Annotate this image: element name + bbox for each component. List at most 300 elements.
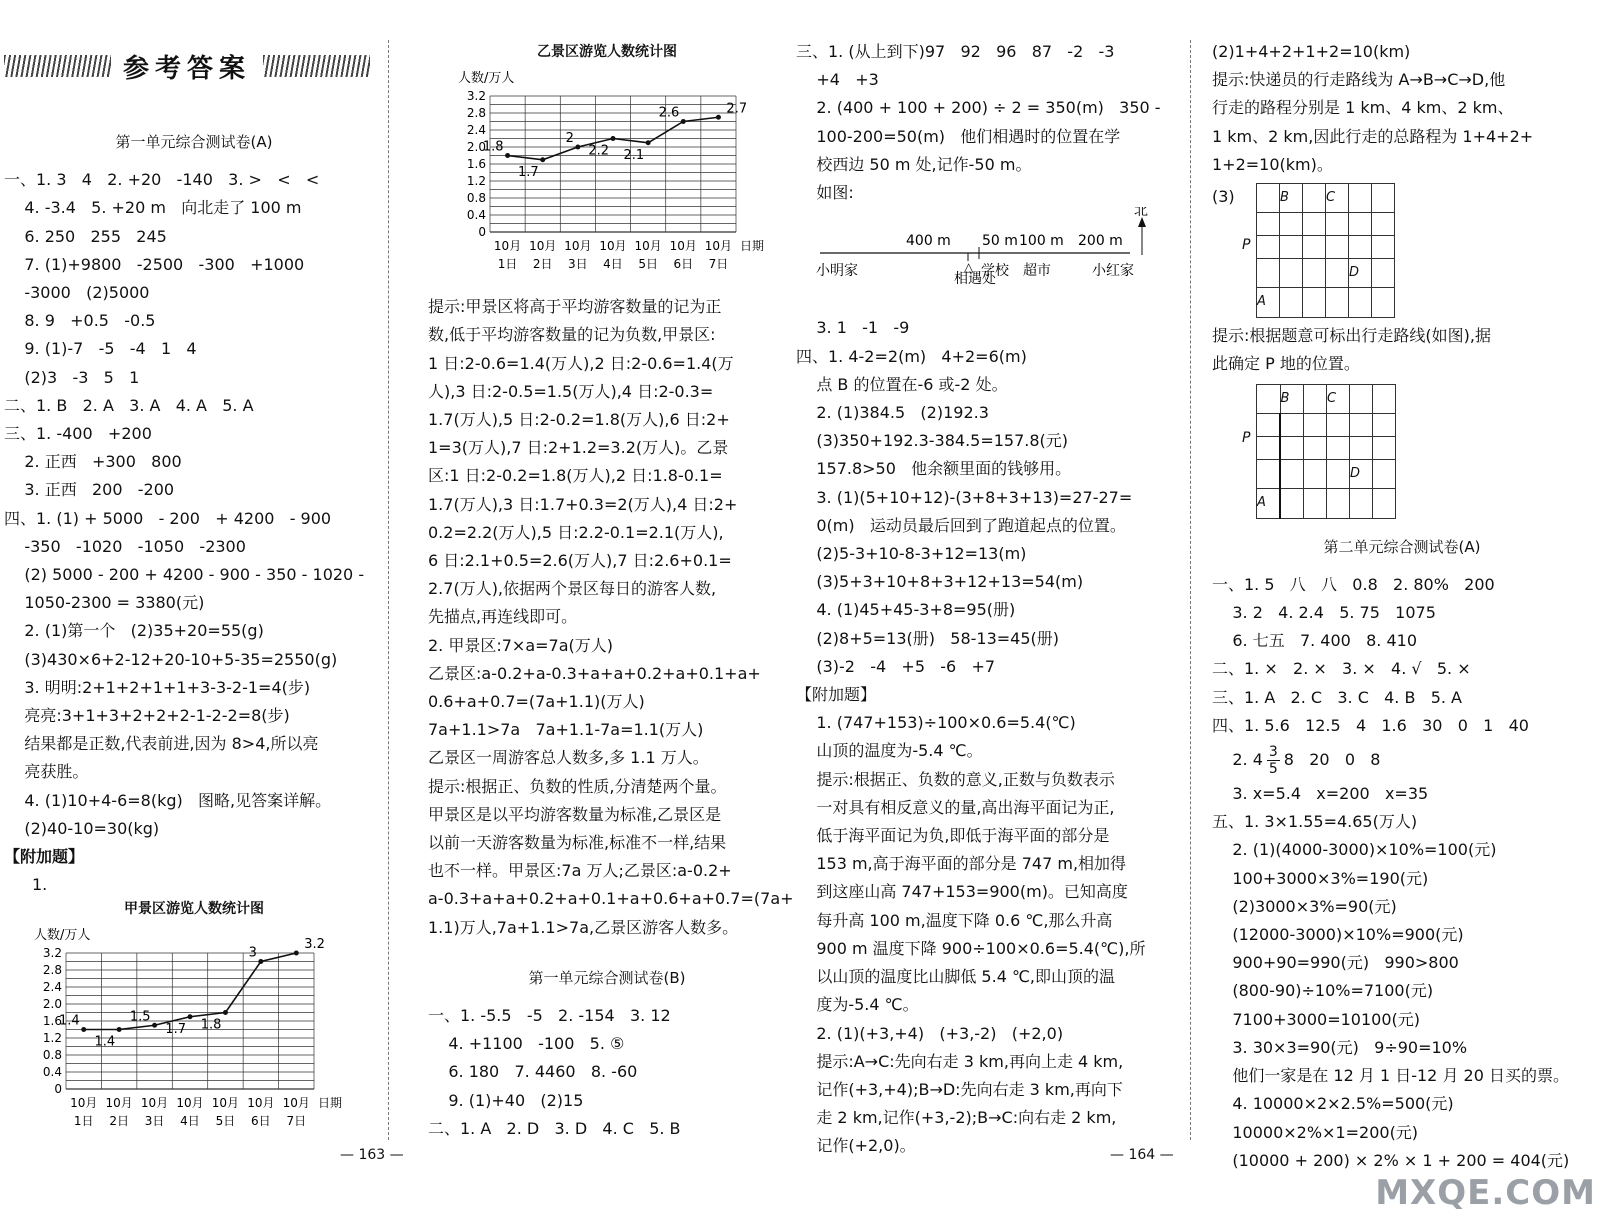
grid-cell [1326,213,1349,236]
text-line: 五、1. 3×1.55=4.65(万人) [1212,812,1418,832]
grid-cell [1373,385,1396,414]
text-line: 数,低于平均游客数量的记为负数,甲景区: [428,325,716,345]
text-line: 3. 正西 200 -200 [4,480,175,500]
grid-cell [1349,288,1372,317]
column-2 [428,42,794,1143]
text-line: 1=3(万人),7 日:2+1.2=3.2(万人)。乙景 [428,438,729,458]
grid-cell [1350,385,1373,414]
column-4 [1212,38,1592,1175]
meet-marker: △ [964,260,974,275]
text-line: 153 m,高于海平面的部分是 747 m,相加得 [796,854,1127,874]
text-line: 8. 9 +0.5 -0.5 [4,311,156,331]
text-line: (3)430×6+2-12+20-10+5-35=2550(g) [4,649,338,669]
answer-lines [796,314,1184,1160]
grid-cell [1303,288,1326,317]
x-tick-label: 5日 [215,1114,236,1129]
grid-row [1257,213,1395,236]
line-chart-b [428,62,786,284]
data-point [188,1015,193,1020]
data-point [505,153,510,158]
text-line: 他们一家是在 12 月 1 日-12 月 20 日买的票。 [1212,1066,1569,1086]
x-tick-label: 6日 [673,257,694,271]
text-line: 100-200=50(m) 他们相遇时的位置在学 [796,126,1121,146]
answer-lines [1212,780,1592,1175]
text-line: 三、1. -400 +200 [4,424,152,444]
denominator: 5 [1268,761,1278,778]
grid-row [1257,385,1396,414]
text-line: (3)-2 -4 +5 -6 +7 [796,656,996,676]
grid-cell [1257,213,1280,236]
grid-label: (3) [1212,187,1235,207]
grid-cell [1373,489,1396,518]
data-label: 2 [565,131,574,146]
text-line: -350 -1020 -1050 -2300 [4,536,246,556]
data-label: 2.2 [588,143,609,159]
grid-cell [1280,288,1303,317]
text-line: (800-90)÷10%=7100(元) [1212,981,1434,1001]
text-line: 2. (400 + 100 + 200) ÷ 2 = 350(m) 350 - [796,98,1161,118]
text-line: 行走的路程分别是 1 km、4 km、2 km、 [1212,98,1514,118]
x-tick-label: 2日 [532,257,553,271]
grid-cell [1280,414,1304,437]
grid-cell [1327,414,1350,437]
frac-post: 8 20 0 8 [1283,750,1381,770]
text-line: 提示:A→C:先向右走 3 km,再向上走 4 km, [796,1051,1124,1071]
data-point [716,115,721,120]
section-title: 第二单元综合测试卷(A) [1323,537,1481,556]
data-point [117,1027,122,1032]
text-line: 1. (747+153)÷100×0.6=5.4(℃) [796,713,1076,733]
text-line: 3. 1 -1 -9 [796,318,910,338]
y-tick-label: 0.4 [466,208,486,222]
text-line: 6. 180 7. 4460 8. -60 [428,1062,638,1082]
text-line: 三、1. (从上到下)97 92 96 87 -2 -3 [796,42,1115,61]
text-line: 乙景区一周游客总人数多,多 1.1 万人。 [428,748,709,768]
grid-cell [1372,184,1395,213]
chart-title: 甲景区游览人数统计图 [124,901,264,918]
grid-cell [1257,236,1280,259]
text-line: 1.7(万人),3 日:1.7+0.3=2(万人),4 日:2+ [428,494,738,514]
grid-row [1257,414,1396,437]
text-line: 先描点,再连线即可。 [428,607,578,627]
y-tick-label: 2.8 [466,106,486,120]
x-tick-label: 1日 [73,1114,94,1129]
text-line: (3)350+192.3-384.5=157.8(元) [796,431,1069,451]
x-axis-label: 日期 [740,239,765,253]
grid-cell [1280,437,1304,460]
grid-cell [1349,184,1372,213]
text-line: 到这座山高 747+153=900(m)。已知高度 [796,882,1128,902]
chart-title: 乙景区游览人数统计图 [537,44,677,60]
x-tick-label: 10月 [669,239,697,253]
grid-cell [1280,460,1304,489]
watermark-text: MXQE.COM [1375,1173,1596,1213]
text-line: a-0.3+a+a+0.2+a+0.1+a+0.6+a+0.7=(7a+ [428,889,794,909]
grid-cell [1326,236,1349,259]
text-line: 【附加题】 [796,685,877,705]
page-number: — 164 — [1110,1147,1174,1163]
text-line: 乙景区:a-0.2+a-0.3+a+a+0.2+a+0.1+a+ [428,663,761,683]
y-tick-label: 2.4 [466,123,486,137]
text-line: 2. 甲景区:7×a=7a(万人) [428,635,614,655]
grid-row [1257,236,1395,259]
text-line: 度为-5.4 ℃。 [796,995,919,1015]
extra-tag: 【附加题】 [4,847,85,867]
grid-cell [1304,460,1327,489]
text-line: (2)8+5=13(册) 58-13=45(册) [796,628,1060,648]
y-tick-label: 1.2 [42,1031,62,1046]
text-line: 走 2 km,记作(+3,-2);B→C:向右走 2 km, [796,1108,1117,1128]
data-point [152,1023,157,1028]
text-line: 2. (1)第一个 (2)35+20=55(g) [4,621,264,641]
text-line: 此确定 P 地的位置。 [1212,353,1360,373]
text-line: 四、1. (1) + 5000 - 200 + 4200 - 900 [4,508,332,528]
text-line: 4. 10000×2×2.5%=500(元) [1212,1094,1454,1114]
fraction [1267,744,1280,777]
answer-lines [428,1002,786,1143]
x-tick-label: 10月 [211,1096,240,1111]
text-line: 一、1. -5.5 -5 2. -154 3. 12 [428,1006,671,1026]
line-chart-a [4,919,364,1141]
grid-cell [1257,385,1281,414]
text-line: 900+90=990(元) 990>800 [1212,953,1459,973]
data-label: 1.7 [518,164,539,180]
text-line: (2)3 -3 5 1 [4,367,140,387]
text-line: 6. 七五 7. 400 8. 410 [1212,631,1417,651]
data-label: 2.7 [726,101,748,117]
text-line: 每升高 100 m,温度下降 0.6 ℃,那么升高 [796,910,1113,930]
fraction-line [1212,740,1592,780]
header-banner [4,40,370,92]
text-line: 0.6+a+0.7=(7a+1.1)(万人) [428,692,645,712]
grid-cell [1327,489,1350,518]
text-line: 3. 30×3=90(元) 9÷90=10% [1212,1037,1468,1057]
x-tick-label: 4日 [603,257,623,271]
text-line: 3. 明明:2+1+2+1+1+3-3-2-1=4(步) [4,677,311,697]
data-label: 1.4 [59,1013,80,1029]
text-line: 1.1)万人,7a+1.1>7a,乙景区游客人数多。 [428,917,739,937]
data-label: 2.1 [623,147,645,163]
grid-cell [1350,414,1373,437]
data-point [575,145,580,150]
text-line: 一、1. 3 4 2. +20 -140 3. > < < [4,170,320,190]
text-line: 提示:根据正、负数的意义,正数与负数表示 [796,769,1115,789]
place-label: 小红家 [1092,263,1134,280]
x-tick-label: 5日 [638,257,658,271]
grid-figure-1 [1212,183,1592,318]
text-line: 区:1 日:2-0.2=1.8(万人),2 日:1.8-0.1= [428,466,723,486]
grid-cell [1327,460,1350,489]
text-line: 以山顶的温度比山脚低 5.4 ℃,即山顶的温 [796,967,1116,987]
text-line: 7a+1.1>7a 7a+1.1-7a=1.1(万人) [428,720,704,740]
x-tick-label: 10月 [599,239,627,253]
text-line: 1 日:2-0.6=1.4(万人),2 日:2-0.6=1.4(万 [428,353,734,373]
grid-cell [1304,385,1327,414]
text-line: 如图: [796,183,854,203]
extra-num: 1. [32,875,48,895]
text-line: 四、1. 5.6 12.5 4 1.6 30 0 1 40 [1212,715,1529,735]
grid-point-b: B [1280,184,1303,213]
data-label: 1.7 [165,1022,186,1038]
answer-lines [1212,571,1592,740]
x-tick-label: 10月 [704,239,733,253]
data-point [258,959,263,964]
place-label: 学校 [981,263,1009,280]
text-line: 三、1. A 2. C 3. C 4. B 5. A [1212,687,1463,707]
text-line: (12000-3000)×10%=900(元) [1212,925,1464,945]
text-line: 2. (1)384.5 (2)192.3 [796,403,989,423]
grid-cell [1280,236,1303,259]
coordinate-grid [1256,183,1395,318]
grid-cell [1257,259,1280,288]
grid-cell [1303,184,1326,213]
text-line: 1050-2300 = 3380(元) [4,593,205,613]
section-title: 第一单元综合测试卷(A) [115,133,273,151]
text-line: 记作(+3,+4);B→D:先向右走 3 km,再向下 [796,1079,1123,1099]
data-label: 1.8 [482,139,504,155]
grid-cell [1303,213,1326,236]
text-line: 山顶的温度为-5.4 ℃。 [796,741,983,761]
text-line: 1+2=10(km)。 [1212,154,1333,174]
text-line: 6 日:2.1+0.5=2.6(万人),7 日:2.6+0.1= [428,551,732,571]
text-line: 157.8>50 他余额里面的钱够用。 [796,459,1072,479]
text-line: (2)5-3+10-8-3+12=13(m) [796,544,1027,564]
text-line: 提示:快递员的行走路线为 A→B→C→D,他 [1212,70,1506,90]
text-line: 4. (1)45+45-3+8=95(册) [796,600,1016,620]
text-line: 人),3 日:2-0.5=1.5(万人),4 日:2-0.3= [428,381,714,401]
y-tick-label: 2.4 [42,980,62,995]
grid-cell [1372,259,1395,288]
x-tick-label: 10月 [105,1096,133,1111]
y-tick-label: 0.8 [42,1048,62,1063]
data-label: 2.6 [658,105,680,121]
text-line: 1 km、2 km,因此行走的总路程为 1+4+2+ [1212,126,1534,146]
y-tick-label: 3.2 [42,946,62,961]
column-divider [1190,40,1191,1140]
banner-stripe-right [263,55,370,77]
data-point [681,119,686,124]
section-title: 第一单元综合测试卷(B) [528,968,686,987]
x-tick-label: 1日 [497,257,518,271]
grid-point-c: C [1327,385,1350,414]
grid-point-a: A [1257,489,1281,518]
grid-cell [1257,414,1281,437]
x-tick-label: 10月 [140,1096,169,1111]
text-line: (2)40-10=30(kg) [4,818,160,838]
text-line: 0(m) 运动员最后回到了跑道起点的位置。 [796,515,1126,535]
text-line: 提示:根据题意可标出行走路线(如图),据 [1212,325,1491,345]
text-line: 亮获胜。 [4,762,89,782]
text-line: 6. 250 255 245 [4,226,167,246]
segment-label: 100 m [1019,233,1064,250]
text-line: 记作(+2,0)。 [796,1136,916,1156]
x-tick-label: 10月 [247,1096,275,1111]
grid-cell [1350,489,1373,518]
segment-label: 50 m [982,233,1018,250]
x-tick-label: 10月 [564,239,592,253]
grid-row [1257,288,1395,317]
grid-point-a: A [1257,288,1280,317]
text-line: 0.2=2.2(万人),5 日:2.2-0.1=2.1(万人), [428,522,724,542]
text-line: 以前一天游客数量为标准,标准不一样,结果 [428,833,727,853]
data-label: 1.8 [200,1017,222,1033]
answer-lines [428,293,794,942]
grid-cell [1257,460,1281,489]
data-point [646,140,651,145]
number-line-diagram [796,207,1176,305]
answer-lines [1212,38,1592,179]
text-line: 10000×2%×1=200(元) [1212,1122,1419,1142]
frac-pre: 2. 4 [1212,750,1263,770]
grid-cell [1349,213,1372,236]
x-tick-label: 2日 [109,1114,129,1129]
text-line: 2. 正西 +300 800 [4,452,182,472]
answer-lines [4,166,384,843]
y-tick-label: 0.8 [466,191,486,205]
x-axis-label: 日期 [318,1096,343,1111]
text-line: 2. (1)(4000-3000)×10%=100(元) [1212,840,1497,860]
grid-row [1257,437,1396,460]
grid-cell [1373,414,1396,437]
text-line: 一、1. 5 八 八 0.8 2. 80% 200 [1212,574,1495,594]
grid-cell [1373,437,1396,460]
text-line: 一对具有相反意义的量,高出海平面记为正, [796,797,1115,817]
grid-cell [1373,460,1396,489]
grid-point-b: B [1280,385,1304,414]
data-label: 3.2 [304,937,325,953]
text-line: -3000 (2)5000 [4,283,150,303]
data-label: 3 [248,945,257,961]
column-3 [796,38,1184,1161]
text-line: 二、1. × 2. × 3. × 4. √ 5. × [1212,659,1471,679]
y-tick-label: 3.2 [466,89,486,103]
y-tick-label: 1.2 [466,174,486,188]
data-label: 1.4 [94,1034,116,1050]
place-label: 小明家 [816,263,858,280]
text-line: 甲景区是以平均游客数量为标准,乙景区是 [428,804,722,824]
text-line: 7. (1)+9800 -2500 -300 +1000 [4,254,305,274]
text-line: +4 +3 [796,70,879,90]
grid-figure-2 [1242,384,1592,519]
grid-wrap [1242,183,1395,318]
x-tick-label: 10月 [493,239,522,253]
text-line: 4. -3.4 5. +20 m 向北走了 100 m [4,198,302,218]
grid-cell [1349,236,1372,259]
grid-row [1257,184,1395,213]
text-line: 2. (1)(+3,+4) (+3,-2) (+2,0) [796,1023,1064,1043]
text-line: 4. +1100 -100 5. ⑤ [428,1034,625,1054]
hint-lines [1212,322,1592,378]
grid-cell [1327,437,1350,460]
text-line: (2)3000×3%=90(元) [1212,896,1397,916]
text-line: 点 B 的位置在-6 或-2 处。 [796,374,1008,394]
x-tick-label: 3日 [144,1114,165,1129]
text-line: 亮亮:3+1+3+2+2+2-1-2-2=8(步) [4,706,290,726]
y-tick-label: 0.4 [42,1065,62,1080]
x-tick-label: 10月 [634,239,662,253]
grid-row [1257,460,1396,489]
y-axis-label: 人数/万人 [34,928,91,944]
text-line: 100+3000×3%=190(元) [1212,868,1429,888]
grid-cell [1326,288,1349,317]
text-line: (2)1+4+2+1+2=10(km) [1212,42,1411,61]
text-line: 四、1. 4-2=2(m) 4+2=6(m) [796,346,1027,366]
text-line: 2.7(万人),依据两个景区每日的游客人数, [428,579,717,599]
grid-cell [1280,489,1304,518]
text-line: 二、1. B 2. A 3. A 4. A 5. A [4,395,254,415]
text-line: (2) 5000 - 200 + 4200 - 900 - 350 - 1020 - [4,565,365,585]
text-line: 1.7(万人),5 日:2-0.2=1.8(万人),6 日:2+ [428,410,730,430]
text-line: 二、1. A 2. D 3. D 4. C 5. B [428,1118,681,1138]
text-line: 3. (1)(5+10+12)-(3+8+3+13)=27-27= [796,487,1133,507]
text-line: 3. 2 4. 2.4 5. 75 1075 [1212,603,1436,623]
text-line: 900 m 温度下降 900÷100×0.6=5.4(℃),所 [796,938,1146,958]
grid-cell [1257,437,1281,460]
y-tick-label: 2.0 [42,997,62,1012]
data-point [294,951,299,956]
meet-label: 相遇处 [954,271,996,288]
grid-cell [1372,288,1395,317]
text-line: 9. (1)-7 -5 -4 1 4 [4,339,197,359]
text-line: 结果都是正数,代表前进,因为 8>4,所以亮 [4,734,319,754]
text-line: 4. (1)10+4-6=8(kg) 图略,见答案详解。 [4,790,332,810]
y-tick-label: 0 [54,1082,62,1097]
grid-cell [1326,259,1349,288]
coordinate-grid-route [1256,384,1396,519]
point-p-label: P [1242,237,1251,254]
x-tick-label: 7日 [286,1114,307,1129]
y-tick-label: 1.6 [42,1014,62,1029]
numerator: 3 [1268,744,1278,761]
y-axis-label: 人数/万人 [458,71,515,86]
y-tick-label: 1.6 [466,157,486,171]
text-line: (3)5+3+10+8+3+12+13=54(m) [796,572,1084,592]
data-point [611,136,616,141]
x-tick-label: 4日 [180,1114,200,1129]
grid-cell [1257,184,1280,213]
x-tick-label: 10月 [176,1096,204,1111]
y-tick-label: 2.0 [466,140,486,154]
grid-row [1257,259,1395,288]
text-line: 低于海平面记为负,即低于海平面的部分是 [796,826,1110,846]
point-p-label: P [1242,430,1251,447]
grid-cell [1304,437,1327,460]
grid-row [1257,489,1396,518]
grid-point-d: D [1349,259,1372,288]
data-label: 1.5 [129,1009,151,1025]
grid-point-c: C [1326,184,1349,213]
data-point [540,157,545,162]
text-line: 7100+3000=10100(元) [1212,1009,1420,1029]
data-point [223,1010,228,1015]
answer-lines [796,38,1184,207]
text-line: 9. (1)+40 (2)15 [428,1090,584,1110]
x-tick-label: 6日 [251,1114,271,1129]
grid-cell [1303,259,1326,288]
grid-cell [1280,213,1303,236]
x-tick-label: 7日 [708,257,729,271]
north-label: 北 [1134,207,1148,220]
segment-label: 400 m [906,233,951,250]
y-tick-label: 2.8 [42,963,62,978]
text-line: (10000 + 200) × 2% × 1 + 200 = 404(元) [1212,1150,1570,1170]
grid-cell [1280,259,1303,288]
grid-cell [1304,489,1327,518]
text-line: 3. x=5.4 x=200 x=35 [1212,784,1429,804]
data-point [81,1027,86,1032]
x-tick-label: 10月 [70,1096,98,1111]
column-1 [4,118,384,1151]
